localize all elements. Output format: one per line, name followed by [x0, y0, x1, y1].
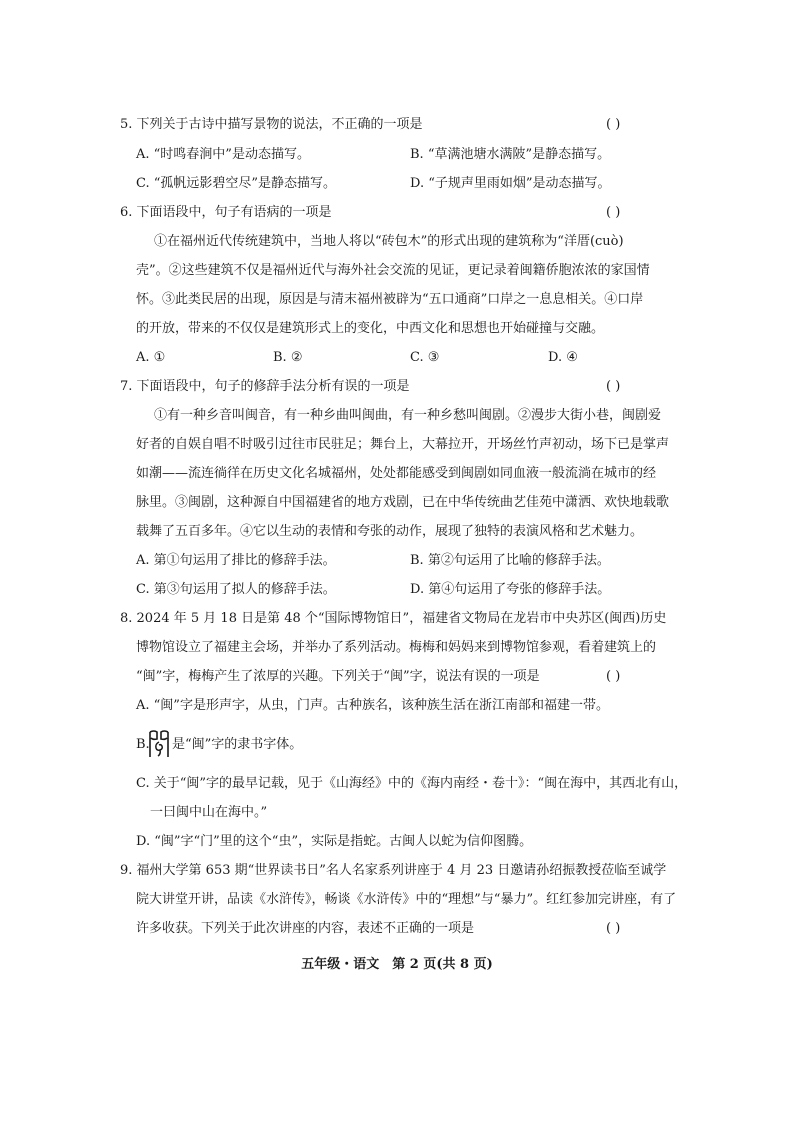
min-seal-script-glyph — [148, 729, 170, 759]
q7-passage-line: 如潮——流连徜徉在历史文化名城福州，处处都能感受到闽剧如同血液一般流淌在城市的经 — [136, 466, 657, 481]
q6-option-d: D. ④ — [548, 350, 578, 365]
q5-option-b: B. “草满池塘水满陂”是静态描写。 — [410, 147, 611, 162]
q5-answer-paren: ( ) — [606, 117, 621, 132]
q8-stem-line: 博物馆设立了福建主会场，并举办了系列活动。梅梅和妈妈来到博物馆参观，看着建筑上的 — [136, 640, 657, 655]
q8-option-c-line: C. 关于“闽”字的最早记载，见于《山海经》中的《海内南经・卷十》：“闽在海中，其西北有山， — [136, 776, 688, 791]
q6-passage-line: 怀。③此类民居的出现，原因是与清末福州被辟为“五口通商”口岸之一息息相关。④口岸 — [136, 292, 644, 307]
q7-stem: 7. 下面语段中，句子的修辞手法分析有误的一项是 — [120, 379, 410, 394]
q7-option-c: C. 第③句运用了拟人的修辞手法。 — [136, 582, 336, 597]
q6-passage-line: 的开放，带来的不仅仅是建筑形式上的变化，中西文化和思想也开始碰撞与交融。 — [136, 321, 605, 336]
q6-option-c: C. ③ — [410, 350, 440, 365]
q7-answer-paren: ( ) — [606, 379, 621, 394]
q6-passage-line: ①在福州近代传统建筑中，当地人将以“砖包木”的形式出现的建筑称为“洋厝(cuò) — [154, 234, 624, 249]
q7-option-a: A. 第①句运用了排比的修辞手法。 — [136, 553, 336, 568]
q6-option-a: A. ① — [136, 350, 166, 365]
q5-option-a: A. “时鸣春涧中”是动态描写。 — [136, 147, 310, 162]
q5-stem: 5. 下列关于古诗中描写景物的说法，不正确的一项是 — [120, 117, 423, 132]
q7-passage-line: ①有一种乡音叫闽音，有一种乡曲叫闽曲，有一种乡愁叫闽剧。②漫步大街小巷，闽剧爱 — [154, 408, 662, 423]
q6-answer-paren: ( ) — [606, 205, 621, 220]
q7-option-b: B. 第②句运用了比喻的修辞手法。 — [410, 553, 610, 568]
q8-option-a: A. “闽”字是形声字，从虫，门声。古种族名，该种族生活在浙江南部和福建一带。 — [136, 698, 609, 713]
q8-answer-paren: ( ) — [606, 669, 621, 684]
q7-passage-line: 载舞了五百多年。④它以生动的表情和夸张的动作，展现了独特的表演风格和艺术魅力。 — [136, 524, 644, 539]
page-footer: 五年级・语文 第 2 页(共 8 页) — [301, 957, 493, 972]
q9-answer-paren: ( ) — [606, 921, 621, 936]
q9-stem-line: 9. 福州大学第 653 期“世界读书日”名人名家系列讲座于 4 月 23 日邀请孙绍振教授莅临至诚学 — [120, 863, 667, 878]
q6-option-b: B. ② — [273, 350, 303, 365]
q8-option-b-text: 是“闽”字的隶书字体。 — [172, 737, 303, 752]
q7-passage-line: 好者的自娱自唱不时吸引过往市民驻足；舞台上，大幕拉开，开场丝竹声初动，场下已是掌声 — [136, 437, 670, 452]
q7-passage-line: 脉里。③闽剧，这种源自中国福建省的地方戏剧，已在中华传统曲艺佳苑中潇洒、欢快地载歌 — [136, 495, 670, 510]
q6-stem: 6. 下面语段中，句子有语病的一项是 — [120, 205, 332, 220]
q8-option-c-line: 一曰闽中山在海中。” — [150, 805, 268, 820]
q9-stem-line: 许多收获。下列关于此次讲座的内容，表述不正确的一项是 — [136, 921, 475, 936]
q8-option-b-prefix: B. — [136, 737, 150, 752]
q9-stem-line: 院大讲堂开讲，品读《水浒传》，畅谈《水浒传》中的“理想”与“暴力”。红红参加完讲座，有了 — [136, 892, 677, 907]
q5-option-c: C. “孤帆远影碧空尽”是静态描写。 — [136, 176, 337, 191]
q5-option-d: D. “子规声里雨如烟”是动态描写。 — [410, 176, 611, 191]
q6-passage-line: 壳”。②这些建筑不仅是福州近代与海外社会交流的见证，更记录着闽籍侨胞浓浓的家国情 — [136, 263, 650, 278]
q8-stem-line: 8. 2024 年 5 月 18 日是第 48 个“国际博物馆日”，福建省文物局在龙岩市中央苏区(闽西)历史 — [120, 611, 667, 626]
q8-stem-line: “闽”字，梅梅产生了浓厚的兴趣。下列关于“闽”字，说法有误的一项是 — [136, 669, 540, 684]
q8-option-d: D. “闽”字“门”里的这个“虫”，实际是指蛇。古闽人以蛇为信仰图腾。 — [136, 834, 533, 849]
q7-option-d: D. 第④句运用了夸张的修辞手法。 — [410, 582, 611, 597]
